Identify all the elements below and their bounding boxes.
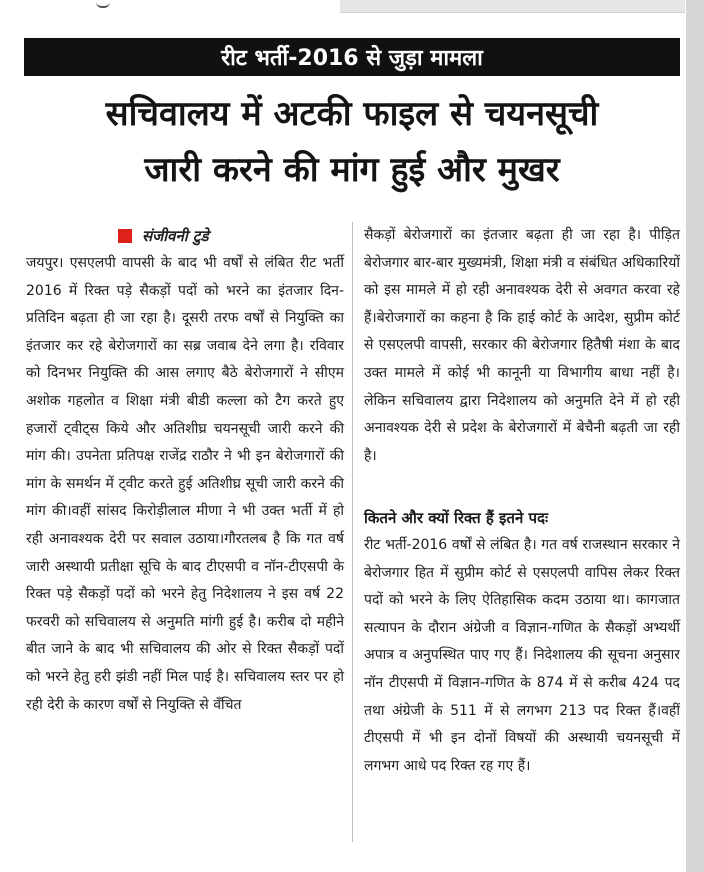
headline-line-1: सचिवालय में अटकी फाइल से चयनसूची xyxy=(105,94,599,134)
article-column-right: सैकड़ों बेरोजगारों का इंतजार बढ़ता ही जा रहा है। पीड़ित बेरोजगार बार-बार मुख्यमंत्री, शिक्षा मंत्री व संबंधित अधिकारियों को इस मामले में हो रही अनावश्यक देरी से अवगत करवा रहे हैं।बेरोजगारों का कहना है कि हाई कोर्ट के आदेश, सुप्रीम कोर्ट से एसएलपी वापसी, सरकार की बेरोजगार हितैषी मंशा के बाद उक्त मामले में कोई भी कानूनी या विभागीय बाधा नहीं है। लेकिन सचिवालय द्वारा निदेशालय को अनुमति देने में हो रही अनावश्यक देरी से प्रदेश के बेरोजगारों में बेचैनी बढ़ती जा रही है। xyxy=(364,227,680,464)
column-divider xyxy=(352,222,353,842)
byline-marker-icon xyxy=(118,229,132,243)
headline-line-2: जारी करने की मांग हुई और मुखर xyxy=(144,150,560,190)
byline xyxy=(118,226,209,246)
kicker-banner: रीट भर्ती-2016 से जुड़ा मामला xyxy=(24,38,680,76)
section-subheading: कितने और क्यों रिक्त हैं इतने पदः xyxy=(364,509,549,527)
headline xyxy=(24,86,680,198)
byline-text: संजीवनी टुडे xyxy=(142,227,209,245)
page-edge xyxy=(686,0,704,872)
article-column-left: जयपुर। एसएलपी वापसी के बाद भी वर्षों से लंबित रीट भर्ती 2016 में रिक्त पड़े सैकड़ों पदों को भरने का इंतजार दिन-प्रतिदिन बढ़ता ही जा रहा है। दूसरी तरफ वर्षों से नियुक्ति का इंतजार कर रहे बेरोजगारों का सब्र जवाब देने लगा है। रविवार को दिनभर नियुक्ति की आस लगाए बैठे बेरोजगारों ने सीएम अशोक गहलोत व शिक्षा मंत्री बीडी कल्ला को टैग करते हुए हजारों ट्वीट्स किये और अतिशीघ्र चयनसूची जारी करने की मांग की। उपनेता प्रतिपक्ष राजेंद्र राठौर ने भी इन बेरोजगारों की मांग के समर्थन में ट्वीट करते हुई अतिशीघ्र सूची जारी करने की मांग की।वहीं सांसद किरोड़ीलाल मीणा ने भी उक्त भर्ती में हो रही अनावश्यक देरी पर सवाल उठाया।गौरतलब है कि गत वर्ष जारी अस्थायी प्रतीक्षा सूचि के बाद टीएसपी व नॉन-टीएसपी के रिक्त पड़े सैकड़ों पदों को भरने हेतु निदेशालय ने इस वर्ष 22 फरवरी को सचिवालय से अनुमति मांगी हुई है। करीब दो महीने बीत जाने के बाद भी सचिवालय की ओर से रिक्त सैकड़ों पदों को भरने हेतु हरी झंडी नहीं मिल पाई है। सचिवालय स्तर पर हो रही देरी के कारण वर्षों से नियुक्ति से वँचित xyxy=(26,255,344,713)
article-column-right-continued: रीट भर्ती-2016 वर्षों से लंबित है। गत वर्ष राजस्थान सरकार ने बेरोजगार हित में सुप्रीम कोर्ट से एसएलपी वापिस लेकर रिक्त पदों को भरने के लिए ऐतिहासिक कदम उठाया था। कागजात सत्यापन के दौरान अंग्रेजी व विज्ञान-गणित के सैकड़ों अभ्यर्थी अपात्र व अनुपस्थित पाए गए हैं। निदेशालय की सूचना अनुसार नॉन टीएसपी में विज्ञान-गणित के 874 में से करीब 424 पद तथा अंग्रेजी के 511 में से लगभग 213 पद रिक्त हैं।वहीं टीएसपी में भी इन दोनों विषयों की अस्थायी चयनसूची में लगभग आधे पद रिक्त रह गए हैं। xyxy=(364,537,680,774)
top-gray-bar xyxy=(340,0,685,13)
